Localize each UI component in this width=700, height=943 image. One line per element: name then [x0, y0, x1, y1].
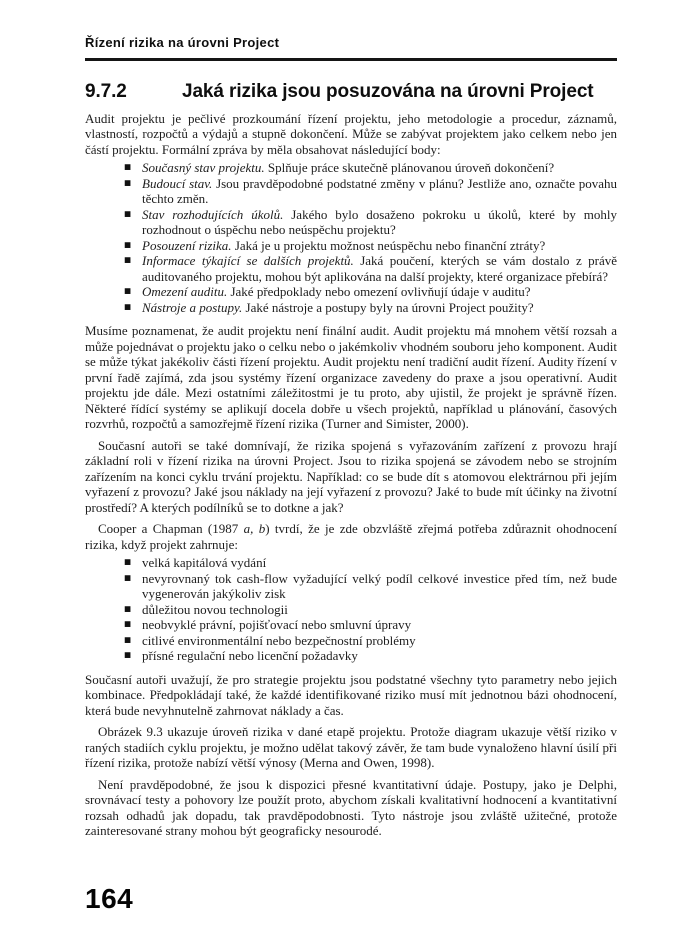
list-item: [85, 160, 617, 176]
bullet-square-icon: ■: [124, 634, 132, 644]
list-item: [85, 284, 617, 300]
bullet-square-icon: ■: [124, 557, 132, 566]
list-item-text: [142, 284, 530, 299]
section-heading: [85, 81, 617, 103]
bullet-square-icon: ■: [124, 572, 132, 582]
list-item: [85, 253, 617, 284]
list-item: [85, 207, 617, 238]
list-item-text: neobvyklé právní, pojišťovací nebo smluvní úpravy: [142, 617, 412, 632]
paragraph-audit-intro: Audit projektu je pečlivé prozkoumání řízení projektu, jeho metodologie a procedur, záznamů, vlastností, rozpočtů a výdajů a stupně dokončení. Může se zabývat projektem jako celkem nebo jen částí projektu. Formální zpráva by měla obsahovat následující body:: [85, 110, 617, 157]
list-item: [85, 648, 617, 664]
list-item-lead: Nástroje a postupy.: [142, 299, 243, 315]
citation-italic: a, b: [243, 521, 266, 536]
list-item-rest: Jsou pravděpodobné podstatné změny v plánu? Jestliže ano, označte povahu těchto změn.: [142, 175, 617, 206]
paragraph-figure-9-3: Obrázek 9.3 ukazuje úroveň rizika v dané etapě projektu. Protože diagram ukazuje větší riziko v raných stadiích cyklu projektu, je možno udělat takový závěr, že tam bude vynaloženo hlavní úsilí při řízení rizika, protože nabízí větší výnosy (Merna and Owen, 1998).: [85, 724, 617, 770]
list-item-text: přísné regulační nebo licenční požadavky: [142, 648, 358, 663]
running-header: Řízení rizika na úrovni Project: [85, 35, 280, 50]
list-item: [85, 238, 617, 254]
bullet-square-icon: ■: [124, 255, 132, 264]
list-item-lead: Omezení auditu.: [142, 284, 228, 299]
list-item-text: velká kapitálová vydání: [142, 555, 267, 570]
risk-factors-list: [85, 555, 617, 664]
list-item-text: důležitou novou technologii: [142, 601, 288, 617]
bullet-square-icon: ■: [124, 286, 132, 295]
bullet-square-icon: ■: [124, 650, 132, 659]
section-number: 9.7.2: [85, 80, 127, 102]
bullet-square-icon: ■: [124, 301, 132, 311]
list-item-rest: Splňuje práce skutečně plánovanou úroveň dokončení?: [264, 160, 555, 175]
list-item: [85, 176, 617, 207]
list-item-text: nevyrovnaný tok cash-flow vyžadující velký podíl celkové investice před tím, než bude vygenerován jakýkoliv zisk: [142, 570, 617, 601]
citation-pre: Cooper a Chapman (1987: [98, 521, 244, 536]
list-item-text: [142, 253, 617, 284]
list-item: [85, 555, 617, 571]
paragraph-audit-scope: Musíme poznamenat, že audit projektu není finální audit. Audit projektu má mnohem větší rozsah a může pojednávat o projektu jako o celku nebo o jakémkoliv vhodném souboru jeho komponent. Audit se může týkat jakékoliv části řízení projektu. Audit projektu není tradiční audit řízení. Audity řízení v první řadě zajímá, zda jsou systémy řízení organizace zavedeny do praxe a jsou operativní. Audit projektu jde dále. Mezi ostatními záležitostmi je tu proto, aby ujistil, že projekt je správně řízen. Některé řídící systémy se aplikují docela dobře u všech projektů, například u plánování, časových rozvrhů, rozpočtů a samozřejmě řízení rizika (Turner and Simister, 2000).: [85, 323, 617, 431]
bullet-square-icon: ■: [124, 208, 132, 218]
list-item-text: [142, 160, 554, 175]
list-item: [85, 602, 617, 618]
bullet-square-icon: ■: [124, 619, 132, 628]
list-item-lead: Současný stav projektu.: [142, 160, 265, 175]
list-item-rest: Jaká je u projektu možnost neúspěchu nebo finanční ztráty?: [231, 237, 546, 253]
list-item-lead: Stav rozhodujících úkolů.: [142, 206, 284, 222]
list-item-rest: Jaké předpoklady nebo omezení ovlivňují údaje v auditu?: [227, 284, 531, 299]
list-item-lead: Informace týkající se dalších projektů.: [142, 253, 354, 268]
list-item-lead: Budoucí stav.: [142, 175, 213, 191]
bullet-square-icon: ■: [124, 239, 132, 249]
bullet-square-icon: ■: [124, 162, 132, 171]
list-item: [85, 300, 617, 316]
list-item-rest: Jaké nástroje a postupy byly na úrovni Project použity?: [242, 299, 534, 315]
bullet-square-icon: ■: [124, 603, 132, 613]
list-item-text: [142, 207, 617, 238]
paragraph-cooper-chapman: [85, 521, 617, 552]
list-item: [85, 571, 617, 602]
list-item-lead: Posouzení rizika.: [142, 237, 232, 253]
header-rule: [85, 58, 617, 61]
page-number: 164: [85, 883, 134, 914]
paragraph-parameters: Současní autoři uvažují, že pro strategie projektu jsou podstatné všechny tyto parametry nebo jejich kombinace. Předpokládají také, že každé identifikované riziko musí mít jednotnou bázi ohodnocení, která bude nevyhnutelně zahrnovat náklady a čas.: [85, 671, 617, 718]
list-item-text: citlivé environmentální nebo bezpečnostní problémy: [142, 632, 416, 648]
audit-report-list: [85, 160, 617, 315]
list-item-text: [142, 300, 534, 315]
section-title: Jaká rizika jsou posuzována na úrovni Project: [182, 80, 594, 102]
paragraph-decommissioning: Současní autoři se také domnívají, že rizika spojená s vyřazováním zařízení z provozu hrají základní roli v řízení rizika na úrovni Project. Jsou to rizika spojená se závodem nebo se strojním zařízením na konci cyklu trvání projektu. Například: co se bude dít s atomovou elektrárnou při jejím vyřazení z provozu? Jaké jsou náklady na její vyřazení z provozu? Jaké to bude mít účinky na životní prostředí? A kterých podílníků se to dotkne a jak?: [85, 437, 617, 515]
paragraph-quantitative-tools: Není pravděpodobné, že jsou k dispozici přesné kvantitativní údaje. Postupy, jako je Delphi, srovnávací testy a pohovory lze použít proto, abychom získali kvalitativní hodnocení a kvantitativní rozsah odhadů jak dopadu, tak pravděpodobnosti. Tyto nástroje jsou zvláště užitečné, protože zainteresované strany mohou být geograficky nesourodé.: [85, 776, 617, 838]
list-item: [85, 633, 617, 649]
list-item: [85, 617, 617, 633]
list-item-text: [142, 176, 617, 207]
bullet-square-icon: ■: [124, 177, 132, 187]
list-item-text: [142, 238, 545, 253]
citation-post: ) tvrdí, že je zde obzvláště zřejmá potřeba zdůraznit ohodnocení rizika, když projekt zahrnuje:: [85, 521, 617, 552]
list-item-rest: Jaká poučení, kterých se vám dostalo z právě auditovaného projektu, mohou být aplikována na další projekty, které organizace přebírá?: [142, 253, 617, 284]
list-item-rest: Jakého bylo dosaženo pokroku u úkolů, které by mohly rozhodnout o úspěchu nebo neúspěchu projektu?: [142, 206, 617, 237]
